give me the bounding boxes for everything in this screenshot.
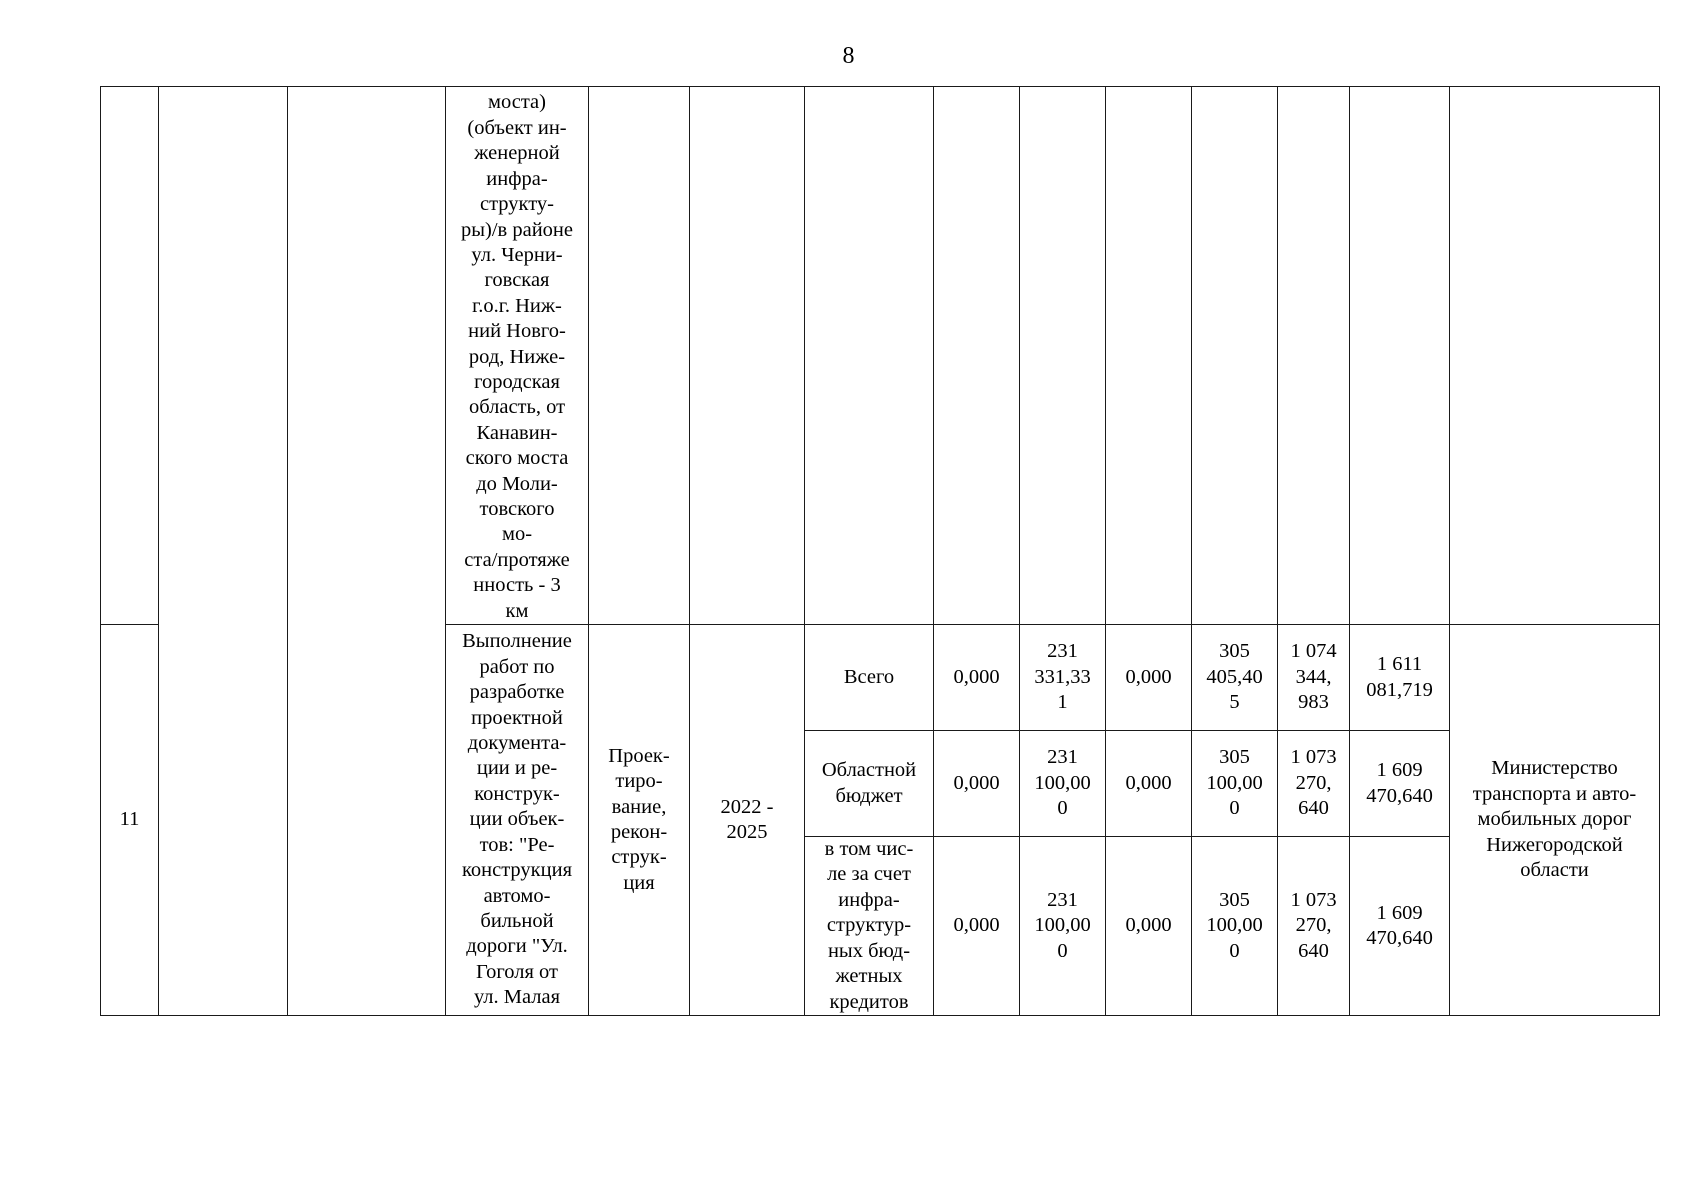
- cell-responsible-empty: [1450, 87, 1660, 625]
- cell-total: 1 609 470,640: [1350, 837, 1450, 1016]
- cell-col2-empty: [159, 87, 288, 1016]
- cell-value: 0,000: [1106, 731, 1192, 837]
- cell-number-empty: [101, 87, 159, 625]
- cell-row-number: 11: [101, 625, 159, 1016]
- cell-value: 0,000: [1106, 625, 1192, 731]
- cell-period-empty: [690, 87, 805, 625]
- cell-value: 0,000: [934, 731, 1020, 837]
- cell-value: 305 100,00 0: [1192, 837, 1278, 1016]
- cell-value: 231 100,00 0: [1020, 731, 1106, 837]
- cell-responsible: Министерство транспорта и авто- мобильных дорог Нижегородской области: [1450, 625, 1660, 1016]
- cell-work-type-empty: [589, 87, 690, 625]
- cell-value: 1 074 344, 983: [1278, 625, 1350, 731]
- cell-value: 0,000: [934, 625, 1020, 731]
- cell-funding-source: Всего: [805, 625, 934, 731]
- cell-object-description-continued: моста) (объект ин- женерной инфра- структу- ры)/в районе ул. Черни- говская г.о.г. Ниж- ний Новго- род, Ниже- городская область, от Канавин- ского моста до Моли- товского мо- ста/протяже нность - 3 км: [446, 87, 589, 625]
- cell-value: 1 073 270, 640: [1278, 837, 1350, 1016]
- cell-empty: [1106, 87, 1192, 625]
- cell-value: 305 405,40 5: [1192, 625, 1278, 731]
- cell-empty: [1020, 87, 1106, 625]
- cell-value: 231 100,00 0: [1020, 837, 1106, 1016]
- cell-funding-source: Областной бюджет: [805, 731, 934, 837]
- cell-period: 2022 - 2025: [690, 625, 805, 1016]
- cell-empty: [1192, 87, 1278, 625]
- cell-value: 231 331,33 1: [1020, 625, 1106, 731]
- cell-empty: [1278, 87, 1350, 625]
- cell-work-type: Проек- тиро- вание, рекон- струк- ция: [589, 625, 690, 1016]
- table-row-continued: [101, 87, 1660, 625]
- cell-empty: [1350, 87, 1450, 625]
- cell-value: 305 100,00 0: [1192, 731, 1278, 837]
- cell-object-description: Выполнение работ по разработке проектной документа- ции и ре- конструк- ции объек- тов: "Ре- конструкция автомо- бильной дороги "Ул. Гоголя от ул. Малая: [446, 625, 589, 1016]
- cell-total: 1 611 081,719: [1350, 625, 1450, 731]
- cell-total: 1 609 470,640: [1350, 731, 1450, 837]
- cell-col3-empty: [288, 87, 446, 1016]
- cell-value: 1 073 270, 640: [1278, 731, 1350, 837]
- cell-value: 0,000: [934, 837, 1020, 1016]
- cell-funding-source: в том чис- ле за счет инфра- структур- ных бюд- жетных кредитов: [805, 837, 934, 1016]
- program-table: [100, 86, 1660, 1016]
- cell-source-empty: [805, 87, 934, 625]
- page-number: 8: [842, 43, 855, 69]
- cell-value: 0,000: [1106, 837, 1192, 1016]
- cell-empty: [934, 87, 1020, 625]
